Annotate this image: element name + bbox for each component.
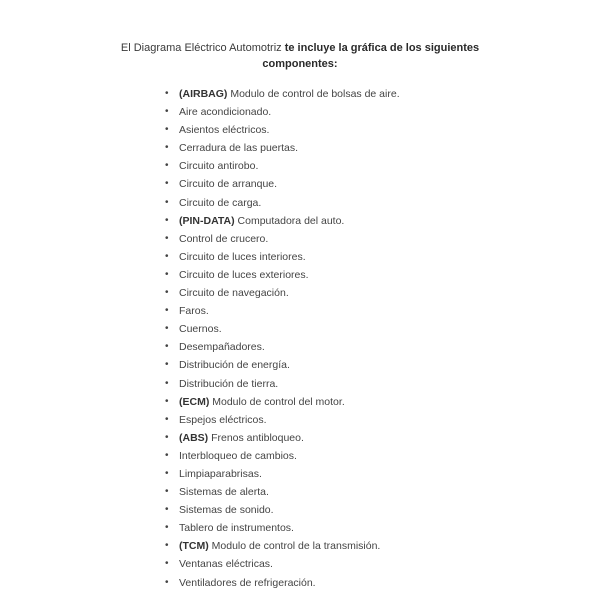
bullet-icon: •: [165, 88, 169, 99]
component-code: (ABS): [179, 431, 209, 444]
component-text: Ventiladores de refrigeración.: [179, 576, 316, 589]
list-item: [163, 338, 400, 356]
bullet-icon: •: [165, 178, 169, 190]
bullet-icon: •: [165, 196, 169, 208]
list-item: [163, 356, 400, 374]
list-item: [163, 501, 400, 519]
component-code: (ECM): [179, 395, 210, 408]
component-code: (AIRBAG): [179, 88, 228, 100]
component-text: Circuito de carga.: [179, 196, 262, 209]
list-item: [163, 194, 400, 212]
component-text: Circuito de arranque.: [179, 178, 278, 191]
bullet-icon: •: [165, 377, 169, 389]
component-text: Aire acondicionado.: [179, 106, 272, 119]
list-item: [163, 393, 400, 411]
component-text: Espejos eléctricos.: [179, 413, 267, 426]
component-text: Sistemas de alerta.: [179, 486, 269, 499]
component-text: Limpiaparabrisas.: [179, 467, 262, 480]
list-item: [163, 429, 400, 447]
list-item: [163, 121, 400, 139]
bullet-icon: •: [165, 106, 169, 118]
list-item: [163, 302, 400, 320]
component-text: Cuernos.: [179, 323, 222, 336]
component-text: Ventanas eléctricas.: [179, 558, 273, 571]
heading-emphasis-line-2: componentes:: [262, 58, 338, 70]
list-item: [163, 157, 400, 175]
list-item: [163, 85, 400, 103]
bullet-icon: •: [165, 124, 169, 136]
bullet-icon: •: [165, 449, 169, 461]
component-text: Faros.: [179, 305, 209, 318]
heading-line-1: [0, 40, 600, 56]
component-code: (PIN-DATA): [179, 214, 235, 227]
bullet-icon: •: [165, 323, 169, 335]
bullet-icon: •: [165, 504, 169, 516]
bullet-icon: •: [165, 268, 169, 280]
bullet-icon: •: [165, 395, 169, 407]
component-text: Circuito de luces exteriores.: [179, 268, 309, 281]
list-item: [163, 175, 400, 193]
component-list: [163, 85, 400, 592]
bullet-icon: •: [165, 160, 169, 172]
list-item: [163, 375, 400, 393]
list-item: [163, 537, 400, 555]
component-text: Tablero de instrumentos.: [179, 522, 294, 535]
list-item: [163, 230, 400, 248]
list-item: [163, 447, 400, 465]
component-text: Computadora del auto.: [234, 214, 345, 227]
component-text: Modulo de control del motor.: [209, 395, 345, 408]
list-item: [163, 519, 400, 537]
bullet-icon: •: [165, 576, 169, 588]
bullet-icon: •: [165, 287, 169, 299]
component-text: Circuito antirobo.: [179, 160, 259, 173]
heading-intro: El Diagrama Eléctrico Automotriz: [120, 42, 285, 54]
component-text: Asientos eléctricos.: [179, 124, 270, 137]
bullet-icon: •: [165, 540, 169, 552]
bullet-icon: •: [165, 214, 169, 226]
list-item: [163, 411, 400, 429]
bullet-icon: •: [165, 486, 169, 498]
list-item: [163, 139, 400, 157]
list-item: [163, 555, 400, 573]
bullet-icon: •: [165, 250, 169, 262]
list-item: [163, 483, 400, 501]
heading-emphasis-line-1: te incluye la gráfica de los siguientes: [284, 42, 480, 54]
component-text: Distribución de tierra.: [179, 377, 279, 390]
list-item: [163, 248, 400, 266]
component-code: (TCM): [179, 540, 209, 553]
component-text: Sistemas de sonido.: [179, 504, 274, 517]
document-heading: [0, 40, 600, 72]
bullet-icon: •: [165, 431, 169, 443]
component-text: Modulo de control de bolsas de aire.: [227, 88, 400, 100]
bullet-icon: •: [165, 341, 169, 353]
list-item: [163, 266, 400, 284]
bullet-icon: •: [165, 558, 169, 570]
component-text: Modulo de control de la transmisión.: [208, 540, 381, 553]
bullet-icon: •: [165, 232, 169, 244]
list-item: [163, 103, 400, 121]
component-text: Interbloqueo de cambios.: [179, 449, 297, 462]
component-text: Control de crucero.: [179, 232, 269, 245]
bullet-icon: •: [165, 413, 169, 425]
component-text: Distribución de energía.: [179, 359, 290, 372]
component-text: Desempañadores.: [179, 341, 265, 354]
component-text: Circuito de luces interiores.: [179, 250, 306, 263]
list-item: [163, 284, 400, 302]
component-text: Circuito de navegación.: [179, 287, 289, 300]
bullet-icon: •: [165, 522, 169, 534]
list-item: [163, 574, 400, 592]
component-text: Frenos antibloqueo.: [208, 431, 304, 444]
bullet-icon: •: [165, 359, 169, 371]
list-item: [163, 320, 400, 338]
bullet-icon: •: [165, 467, 169, 479]
list-item: [163, 212, 400, 230]
list-item: [163, 465, 400, 483]
bullet-icon: •: [165, 305, 169, 317]
bullet-icon: •: [165, 142, 169, 154]
component-text: Cerradura de las puertas.: [179, 142, 299, 155]
